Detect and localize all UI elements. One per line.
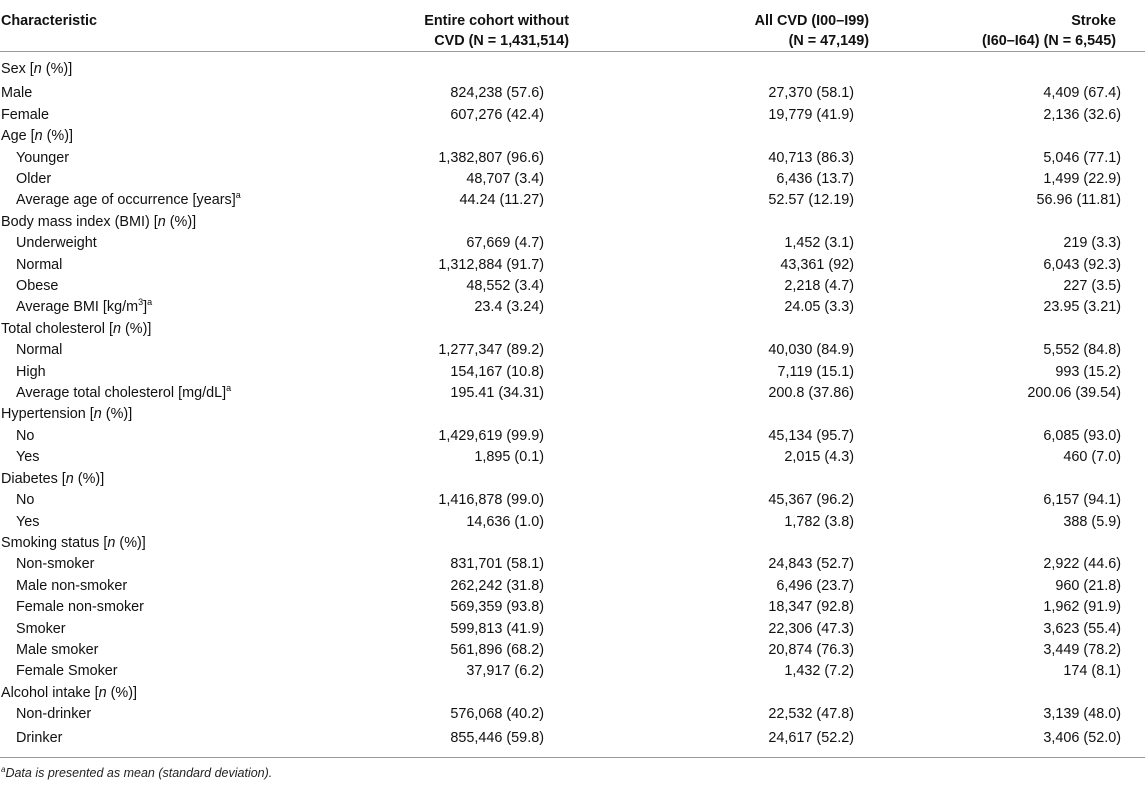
value-cell: 2,015 (4.3) [784, 449, 854, 466]
value-cell: 3,449 (78.2) [1043, 641, 1121, 658]
value-cell [610, 319, 899, 340]
value-cell: 56.96 (11.81) [1036, 192, 1121, 209]
table-row [0, 426, 1145, 447]
value-cell: 3,406 (52.0) [899, 726, 1145, 758]
table-row [0, 297, 1145, 318]
table-row [0, 340, 1145, 361]
table-section-row [0, 533, 1145, 554]
footnote-marker: a [1, 764, 6, 774]
characteristic-cell [0, 148, 335, 169]
column-header-0 [0, 0, 335, 52]
characteristic-cell [0, 169, 335, 190]
value-cell [610, 683, 899, 704]
value-cell: 22,306 (47.3) [768, 620, 854, 637]
characteristic-label: Obese [16, 278, 59, 295]
characteristic-suffix: (%)] [73, 470, 105, 487]
characteristic-cell [0, 190, 335, 211]
characteristic-label: Smoking status [ [1, 534, 108, 551]
table-row [0, 512, 1145, 533]
table-row [0, 490, 1145, 511]
table-row [0, 383, 1145, 404]
table-row [0, 447, 1145, 468]
column-header-line: (N = 47,149) [788, 33, 869, 49]
table-row [0, 576, 1145, 597]
value-cell: 14,636 (1.0) [466, 513, 544, 530]
value-cell: 6,085 (93.0) [1043, 427, 1121, 444]
column-header-line: Stroke [1071, 13, 1116, 29]
characteristic-label: Non-smoker [16, 556, 95, 573]
characteristic-suffix: (%)] [121, 320, 152, 337]
table-row [0, 640, 1145, 661]
table-footnote [0, 766, 1145, 780]
characteristic-cell [0, 726, 335, 758]
value-cell [899, 404, 1145, 425]
table-section-row [0, 404, 1145, 425]
value-cell [335, 683, 610, 704]
value-cell: 20,874 (76.3) [768, 641, 854, 658]
value-cell: 569,359 (93.8) [450, 599, 544, 616]
characteristic-cell [0, 233, 335, 254]
table-row [0, 726, 1145, 758]
table-row [0, 554, 1145, 575]
characteristic-cell [0, 362, 335, 383]
value-cell [899, 212, 1145, 233]
column-header-line: CVD (N = 1,431,514) [434, 33, 569, 49]
characteristic-cell [0, 554, 335, 575]
characteristic-label: Average total cholesterol [mg/dL] [16, 385, 227, 402]
value-cell: 37,917 (6.2) [466, 663, 544, 680]
value-cell: 27,370 (58.1) [768, 85, 854, 102]
value-cell: 1,895 (0.1) [474, 449, 544, 466]
column-header-2 [610, 0, 899, 52]
value-cell: 2,922 (44.6) [1043, 556, 1121, 573]
characteristic-cell [0, 704, 335, 725]
value-cell: 1,782 (3.8) [784, 513, 854, 530]
table-section-row [0, 126, 1145, 147]
value-cell: 1,382,807 (96.6) [438, 149, 544, 166]
value-cell: 48,552 (3.4) [466, 278, 544, 295]
characteristic-cell [0, 404, 335, 425]
value-cell: 1,452 (3.1) [784, 235, 854, 252]
value-cell: 174 (8.1) [1063, 663, 1121, 680]
characteristic-suffix: (%)] [41, 61, 73, 78]
characteristic-label: Male [1, 85, 33, 102]
characteristic-italic: n [33, 61, 42, 78]
table-row [0, 169, 1145, 190]
superscript: a [235, 190, 241, 201]
characteristic-cell [0, 297, 335, 318]
characteristic-label: Non-drinker [16, 706, 92, 723]
characteristic-cell [0, 447, 335, 468]
table-row [0, 276, 1145, 297]
characteristic-suffix: (%)] [115, 534, 146, 551]
characteristic-label: Sex [ [1, 61, 34, 78]
table-section-row [0, 319, 1145, 340]
characteristic-label: Female [1, 106, 49, 123]
table-row [0, 233, 1145, 254]
value-cell: 3,139 (48.0) [1043, 706, 1121, 723]
table-row [0, 255, 1145, 276]
value-cell: 154,167 (10.8) [450, 363, 544, 380]
value-cell: 40,030 (84.9) [768, 342, 854, 359]
characteristic-label: Drinker [16, 730, 63, 747]
table-section-row [0, 469, 1145, 490]
value-cell: 855,446 (59.8) [335, 726, 610, 758]
value-cell [610, 469, 899, 490]
column-header-line: Characteristic [1, 13, 97, 29]
superscript: a [147, 297, 153, 308]
value-cell: 576,068 (40.2) [450, 706, 544, 723]
characteristic-cell [0, 512, 335, 533]
characteristic-cell [0, 105, 335, 126]
characteristic-cell [0, 533, 335, 554]
characteristic-italic: n [93, 406, 102, 423]
characteristic-cell [0, 340, 335, 361]
characteristic-label: Younger [16, 149, 70, 166]
value-cell: 219 (3.3) [1063, 235, 1121, 252]
value-cell: 45,134 (95.7) [768, 427, 854, 444]
value-cell: 19,779 (41.9) [768, 106, 854, 123]
characteristic-label: High [16, 363, 46, 380]
value-cell: 43,361 (92) [780, 256, 854, 273]
value-cell: 831,701 (58.1) [450, 556, 544, 573]
value-cell: 1,432 (7.2) [784, 663, 854, 680]
characteristic-suffix: ] [143, 299, 148, 316]
footnote-text: Data is presented as mean (standard deviation). [5, 765, 273, 780]
value-cell [899, 52, 1145, 84]
characteristic-cell [0, 212, 335, 233]
characteristic-suffix: (%)] [106, 684, 137, 701]
value-cell: 1,429,619 (99.9) [438, 427, 544, 444]
table-section-row [0, 83, 1145, 104]
value-cell: 607,276 (42.4) [450, 106, 544, 123]
value-cell [610, 52, 899, 84]
value-cell: 599,813 (41.9) [450, 620, 544, 637]
value-cell [899, 469, 1145, 490]
value-cell [610, 533, 899, 554]
characteristic-suffix: (%)] [165, 213, 197, 230]
column-header-line: Entire cohort without [424, 13, 569, 29]
value-cell: 18,347 (92.8) [768, 599, 854, 616]
value-cell: 3,623 (55.4) [1043, 620, 1121, 637]
value-cell: 24.05 (3.3) [784, 299, 854, 316]
value-cell: 460 (7.0) [1063, 449, 1121, 466]
value-cell: 5,046 (77.1) [1043, 149, 1121, 166]
value-cell [899, 319, 1145, 340]
characteristic-cell [0, 426, 335, 447]
value-cell: 45,367 (96.2) [768, 492, 854, 509]
table-section-row [0, 105, 1145, 126]
characteristic-label: Underweight [16, 235, 97, 252]
characteristic-cell [0, 597, 335, 618]
value-cell [610, 212, 899, 233]
value-cell: 993 (15.2) [1055, 363, 1121, 380]
table-header [0, 0, 1145, 52]
characteristic-label: No [16, 492, 35, 509]
value-cell: 1,962 (91.9) [1043, 599, 1121, 616]
value-cell: 561,896 (68.2) [450, 641, 544, 658]
table-row [0, 597, 1145, 618]
value-cell [899, 533, 1145, 554]
characteristic-label: No [16, 427, 35, 444]
value-cell: 6,157 (94.1) [1043, 492, 1121, 509]
value-cell: 40,713 (86.3) [768, 149, 854, 166]
characteristic-label: Yes [16, 513, 40, 530]
value-cell [335, 469, 610, 490]
superscript: a [226, 383, 232, 394]
header-row [0, 0, 1145, 52]
characteristic-suffix: (%)] [101, 406, 133, 423]
value-cell: 6,043 (92.3) [1043, 256, 1121, 273]
table-row [0, 148, 1145, 169]
value-cell: 2,218 (4.7) [784, 278, 854, 295]
value-cell: 1,277,347 (89.2) [438, 342, 544, 359]
characteristic-label: Total cholesterol [ [1, 320, 113, 337]
value-cell: 195.41 (34.31) [450, 385, 544, 402]
characteristic-label: Diabetes [ [1, 470, 66, 487]
characteristic-label: Average BMI [kg/m [16, 299, 139, 316]
value-cell: 67,669 (4.7) [466, 235, 544, 252]
characteristic-cell [0, 319, 335, 340]
value-cell: 227 (3.5) [1063, 278, 1121, 295]
characteristic-italic: n [65, 470, 74, 487]
value-cell [335, 319, 610, 340]
table-section-row [0, 52, 1145, 84]
column-header-line: All CVD (I00–I99) [754, 13, 869, 29]
column-header-3 [899, 0, 1145, 52]
value-cell: 23.4 (3.24) [474, 299, 544, 316]
value-cell [335, 533, 610, 554]
characteristic-cell [0, 52, 335, 84]
characteristic-label: Female non-smoker [16, 599, 144, 616]
characteristic-cell [0, 276, 335, 297]
characteristic-label: Normal [16, 342, 63, 359]
characteristic-label: Average age of occurrence [years] [16, 192, 236, 209]
value-cell: 4,409 (67.4) [1043, 85, 1121, 102]
value-cell: 6,436 (13.7) [776, 171, 854, 188]
value-cell [335, 52, 610, 84]
characteristic-cell [0, 576, 335, 597]
table-row [0, 190, 1145, 211]
value-cell [335, 126, 610, 147]
value-cell: 2,136 (32.6) [1043, 106, 1121, 123]
value-cell: 52.57 (12.19) [768, 192, 854, 209]
characteristic-label: Male smoker [16, 641, 99, 658]
value-cell [610, 126, 899, 147]
characteristic-label: Age [ [1, 128, 35, 145]
characteristic-italic: n [107, 534, 116, 551]
characteristic-italic: n [112, 320, 121, 337]
value-cell: 5,552 (84.8) [1043, 342, 1121, 359]
value-cell: 1,312,884 (91.7) [438, 256, 544, 273]
characteristic-label: Older [16, 171, 52, 188]
table-row [0, 704, 1145, 725]
characteristic-suffix: (%)] [42, 128, 74, 145]
characteristic-cell [0, 383, 335, 404]
value-cell [899, 126, 1145, 147]
characteristic-italic: n [34, 128, 43, 145]
value-cell: 24,617 (52.2) [610, 726, 899, 758]
value-cell [899, 683, 1145, 704]
characteristic-label: Normal [16, 256, 63, 273]
value-cell: 22,532 (47.8) [768, 706, 854, 723]
value-cell: 48,707 (3.4) [466, 171, 544, 188]
value-cell: 262,242 (31.8) [450, 577, 544, 594]
column-header-1 [335, 0, 610, 52]
characteristic-cell [0, 661, 335, 682]
characteristic-italic: n [98, 684, 107, 701]
value-cell: 44.24 (11.27) [459, 192, 544, 209]
value-cell: 388 (5.9) [1063, 513, 1121, 530]
characteristic-cell [0, 640, 335, 661]
table-row [0, 661, 1145, 682]
value-cell: 200.06 (39.54) [1027, 385, 1121, 402]
characteristic-cell [0, 469, 335, 490]
characteristic-label: Yes [16, 449, 40, 466]
characteristic-italic: n [157, 213, 166, 230]
value-cell [610, 404, 899, 425]
table-row [0, 619, 1145, 640]
characteristic-cell [0, 255, 335, 276]
value-cell: 7,119 (15.1) [777, 363, 854, 380]
characteristic-cell [0, 619, 335, 640]
table-section-row [0, 683, 1145, 704]
column-header-line: (I60–I64) (N = 6,545) [982, 33, 1116, 49]
characteristic-cell [0, 83, 335, 104]
value-cell: 960 (21.8) [1055, 577, 1121, 594]
characteristic-label: Body mass index (BMI) [ [1, 213, 158, 230]
value-cell: 200.8 (37.86) [768, 385, 854, 402]
characteristic-label: Smoker [16, 620, 66, 637]
characteristic-label: Male non-smoker [16, 577, 128, 594]
value-cell [335, 212, 610, 233]
characteristic-label: Hypertension [ [1, 406, 94, 423]
value-cell: 23.95 (3.21) [1043, 299, 1121, 316]
superscript: 3 [138, 297, 144, 308]
value-cell: 6,496 (23.7) [776, 577, 854, 594]
table-body [0, 52, 1145, 758]
table-row [0, 362, 1145, 383]
value-cell: 1,416,878 (99.0) [438, 492, 544, 509]
characteristic-cell [0, 490, 335, 511]
characteristic-label: Alcohol intake [ [1, 684, 99, 701]
value-cell: 24,843 (52.7) [768, 556, 854, 573]
value-cell: 824,238 (57.6) [450, 85, 544, 102]
value-cell: 1,499 (22.9) [1043, 171, 1121, 188]
characteristic-label: Female Smoker [16, 663, 118, 680]
table-section-row [0, 212, 1145, 233]
value-cell [335, 404, 610, 425]
characteristic-cell [0, 683, 335, 704]
characteristic-cell [0, 126, 335, 147]
